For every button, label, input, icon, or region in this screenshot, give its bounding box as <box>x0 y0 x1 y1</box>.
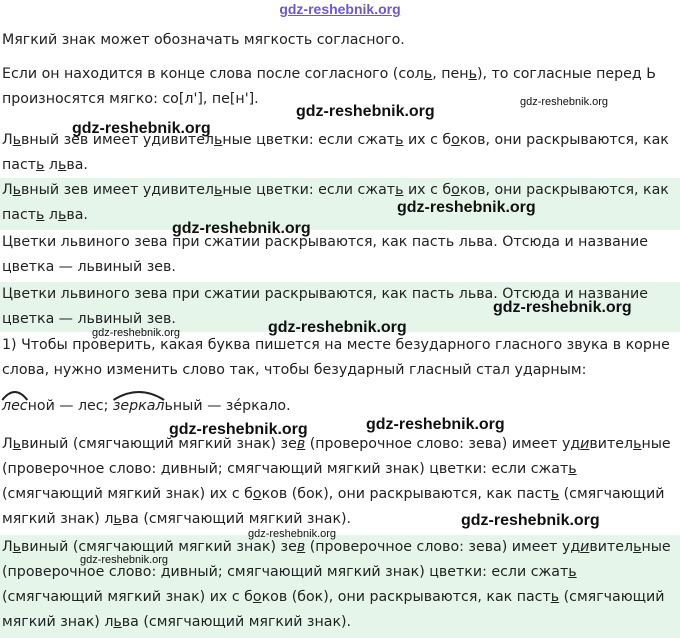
text: , пен <box>432 66 469 82</box>
underlined-letter: ь <box>214 182 223 198</box>
text: (проверочное слово: дивный; смягчающий мягкий знак) цветки: если сжат <box>2 461 569 477</box>
watermark: gdz-reshebnik.org <box>397 199 536 216</box>
text: Л <box>2 436 13 452</box>
text: ные <box>641 539 671 555</box>
underlined-letter: о <box>252 589 262 605</box>
underlined-letter: ь <box>58 157 67 173</box>
paragraph-9-highlighted <box>0 535 680 638</box>
watermark: gdz-reshebnik.org <box>169 421 308 438</box>
underlined-letter: ь <box>633 539 642 555</box>
root-text: зеркал <box>112 398 165 414</box>
text-line: 1) Чтобы проверить, какая буква пишется на месте безударного гласного звука в корне <box>2 337 670 353</box>
watermark: gdz-reshebnik.org <box>493 299 632 316</box>
underlined-letter: ь <box>113 511 122 527</box>
watermark: gdz-reshebnik.org <box>296 103 435 120</box>
text: ные <box>641 436 671 452</box>
text: (смягчающий мягкий знак) их с б <box>2 589 253 605</box>
text: Л <box>2 132 13 148</box>
text: (проверочное слово: зева) имеет уд <box>305 539 581 555</box>
text-line <box>2 203 680 228</box>
text-line <box>2 585 680 610</box>
underlined-letter: в <box>296 436 306 452</box>
text-line: Цветки львиного зева при сжатии раскрываются, как пасть льва. Отсюда и название <box>2 286 648 302</box>
site-link[interactable]: gdz-reshebnik.org <box>279 1 401 17</box>
text: ков, они раскрываются, как <box>459 182 669 198</box>
text: мягкий знак) л <box>2 511 114 527</box>
text: Л <box>2 182 13 198</box>
text: вител <box>589 539 634 555</box>
root-word <box>2 394 28 419</box>
text: ков (бок), они раскрываются, как паст <box>261 486 551 502</box>
text: их с б <box>403 182 452 198</box>
text: ные цветки: если сжат <box>222 182 396 198</box>
watermark: gdz-reshebnik.org <box>172 220 311 237</box>
underlined-letter: ь <box>12 539 22 555</box>
root-text: лес <box>2 398 28 414</box>
text: ков, они раскрываются, как <box>459 132 669 148</box>
watermark: gdz-reshebnik.org <box>366 416 505 433</box>
text: паст <box>2 207 37 223</box>
underlined-letter: ь <box>568 564 577 580</box>
text-line <box>2 610 680 635</box>
watermark: gdz-reshebnik.org <box>248 528 337 540</box>
underlined-letter: ь <box>12 436 22 452</box>
underlined-letter: ь <box>58 207 67 223</box>
paragraph-5 <box>0 230 680 280</box>
underlined-letter: ь <box>568 461 577 477</box>
underlined-letter: ь <box>550 589 560 605</box>
text: л <box>44 207 58 223</box>
paragraph-1 <box>0 28 680 53</box>
text-line: цветка — львиный зев. <box>2 259 176 275</box>
paragraph-7 <box>0 333 680 383</box>
text: их с б <box>403 132 452 148</box>
text: ные цветки: если сжат <box>222 132 396 148</box>
text: (смягчающий <box>559 589 665 605</box>
text-line <box>2 432 680 457</box>
underlined-letter: о <box>451 132 460 148</box>
text: Л <box>2 539 13 555</box>
underlined-letter: ь <box>395 132 404 148</box>
text: Если он находится в конце слова после согласного (сол <box>2 66 424 82</box>
text-line: произносятся мягко: со[л'], пе[н']. <box>2 91 259 107</box>
underlined-letter: ь <box>113 614 122 630</box>
underlined-letter: ь <box>36 207 45 223</box>
text-line <box>2 153 680 178</box>
text: ьный — зе <box>164 398 243 414</box>
underlined-letter: ь <box>12 182 22 198</box>
underlined-letter: и <box>580 539 590 555</box>
root-arc-icon <box>2 390 28 400</box>
text: (смягчающий мягкий знак) их с б <box>2 486 253 502</box>
text: ), то согласные перед Ь <box>476 66 656 82</box>
watermark: gdz-reshebnik.org <box>268 319 407 336</box>
text: мягкий знак) л <box>2 614 114 630</box>
underlined-letter: ь <box>214 132 223 148</box>
underlined-letter: ь <box>36 157 45 173</box>
underlined-letter: ь <box>468 66 477 82</box>
underlined-letter: о <box>451 182 460 198</box>
underlined-letter: ь <box>423 66 433 82</box>
text: виный (смягчающий мягкий знак) зе <box>21 436 297 452</box>
text-line <box>2 178 680 203</box>
watermark: gdz-reshebnik.org <box>461 512 600 529</box>
underlined-letter: в <box>296 539 306 555</box>
text-line <box>2 62 680 87</box>
underlined-letter: ь <box>550 486 560 502</box>
text-line: цветка — львиный зев. <box>2 311 176 327</box>
underlined-letter: и <box>580 436 590 452</box>
watermark: gdz-reshebnik.org <box>80 554 169 566</box>
text: (проверочное слово: зева) имеет уд <box>305 436 581 452</box>
paragraph-8 <box>0 394 680 419</box>
text-line <box>2 394 680 419</box>
text: л <box>44 157 58 173</box>
root-arc-icon <box>113 390 165 400</box>
underlined-letter: ь <box>633 436 642 452</box>
text-line: слова, нужно изменить слово так, чтобы безударный гласный стал ударным: <box>2 362 587 378</box>
underlined-letter: ь <box>395 182 404 198</box>
watermark: gdz-reshebnik.org <box>520 96 609 108</box>
underlined-letter: о <box>252 486 262 502</box>
underlined-letter: ь <box>12 132 22 148</box>
text: ва (смягчающий мягкий знак). <box>121 614 352 630</box>
text: ва. <box>66 207 88 223</box>
text: ной — лес; <box>27 398 113 414</box>
text: (проверочное слово: дивный; смягчающий мягкий знак) цветки: если сжат <box>2 564 569 580</box>
text: вный зев имеет удивител <box>21 132 214 148</box>
text: ва. <box>66 157 88 173</box>
text: ков (бок), они раскрываются, как паст <box>261 589 551 605</box>
text: ва (смягчающий мягкий знак). <box>121 511 352 527</box>
text-line: Цветки львиного зева при сжатии раскрываются, как пасть льва. Отсюда и название <box>2 234 648 250</box>
text: вный зев имеет удивител <box>21 182 214 198</box>
text: паст <box>2 157 37 173</box>
paragraph-3-highlighted <box>0 178 680 230</box>
text-line <box>2 482 680 507</box>
text-line <box>2 457 680 482</box>
text: виный (смягчающий мягкий знак) зе <box>21 539 297 555</box>
text: вител <box>589 436 634 452</box>
root-word <box>113 394 165 419</box>
text-line: Мягкий знак может обозначать мягкость согласного. <box>2 32 405 48</box>
text: (смягчающий <box>559 486 665 502</box>
watermark: gdz-reshebnik.org <box>92 327 181 339</box>
watermark: gdz-reshebnik.org <box>72 120 211 137</box>
text: ркало. <box>242 398 291 414</box>
